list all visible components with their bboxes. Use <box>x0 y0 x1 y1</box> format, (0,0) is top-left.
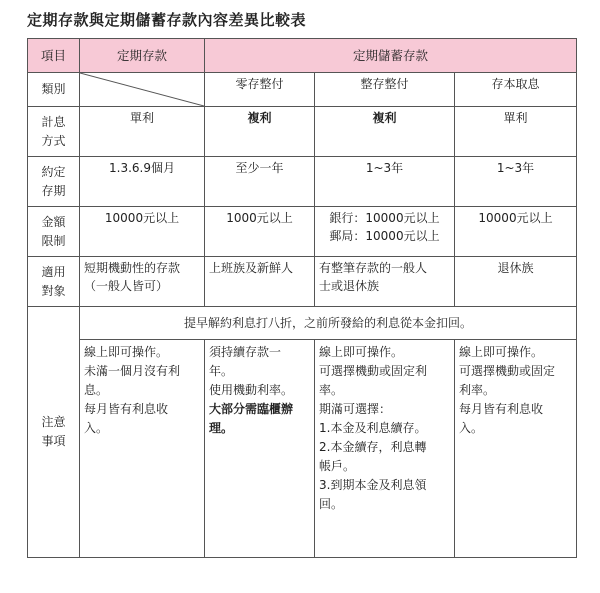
label-term: 約定 存期 <box>28 157 80 207</box>
diagonal-cell <box>80 73 205 107</box>
row-interest-method <box>28 107 577 157</box>
comparison-table <box>27 38 577 558</box>
notes-common: 提早解約利息打八折，之前所發給的利息從本金扣回。 <box>80 307 577 340</box>
label-amount: 金額 限制 <box>28 207 80 257</box>
header-row <box>28 39 577 73</box>
notes-zero-deposit: 須持續存款一 年。 使用機動利率。 大部分需臨櫃辦 理。 <box>205 340 315 558</box>
amount-lump-sum: 銀行：10000元以上 郵局：10000元以上 <box>315 207 455 257</box>
target-interest-withdraw: 退休族 <box>455 257 577 307</box>
term-interest-withdraw: 1~3年 <box>455 157 577 207</box>
amount-zero-deposit: 1000元以上 <box>205 207 315 257</box>
header-fixed-savings: 定期儲蓄存款 <box>205 39 577 73</box>
amount-interest-withdraw: 10000元以上 <box>455 207 577 257</box>
term-lump-sum: 1~3年 <box>315 157 455 207</box>
diagonal-line <box>80 73 204 106</box>
notes-fixed: 線上即可操作。 未滿一個月沒有利 息。 每月皆有利息收 入。 <box>80 340 205 558</box>
target-fixed: 短期機動性的存款 （一般人皆可） <box>80 257 205 307</box>
interest-fixed: 單利 <box>80 107 205 157</box>
notes-interest-withdraw: 線上即可操作。 可選擇機動或固定 利率。 每月皆有利息收 入。 <box>455 340 577 558</box>
interest-interest-withdraw: 單利 <box>455 107 577 157</box>
page-title: 定期存款與定期儲蓄存款內容差異比較表 <box>27 11 307 29</box>
target-zero-deposit: 上班族及新鮮人 <box>205 257 315 307</box>
header-item: 項目 <box>28 39 80 73</box>
target-lump-sum: 有整筆存款的一般人 士或退休族 <box>315 257 455 307</box>
row-notes-detail <box>28 340 577 558</box>
notes-lump-sum: 線上即可操作。 可選擇機動或固定利 率。 期滿可選擇： 1.本金及利息續存。 2.本金續存，利息轉 帳戶。 3.到期本金及利息領 回。 <box>315 340 455 558</box>
term-zero-deposit: 至少一年 <box>205 157 315 207</box>
label-notes: 注意 事項 <box>28 307 80 558</box>
term-fixed: 1.3.6.9個月 <box>80 157 205 207</box>
amount-fixed: 10000元以上 <box>80 207 205 257</box>
row-target <box>28 257 577 307</box>
interest-lump-sum: 複利 <box>315 107 455 157</box>
category-lump-sum: 整存整付 <box>315 73 455 107</box>
label-target: 適用 對象 <box>28 257 80 307</box>
interest-zero-deposit: 複利 <box>205 107 315 157</box>
category-interest-withdraw: 存本取息 <box>455 73 577 107</box>
label-interest-method: 計息 方式 <box>28 107 80 157</box>
row-category <box>28 73 577 107</box>
row-notes-common <box>28 307 577 340</box>
label-category: 類別 <box>28 73 80 107</box>
row-amount <box>28 207 577 257</box>
row-term <box>28 157 577 207</box>
category-zero-deposit: 零存整付 <box>205 73 315 107</box>
header-fixed-deposit: 定期存款 <box>80 39 205 73</box>
